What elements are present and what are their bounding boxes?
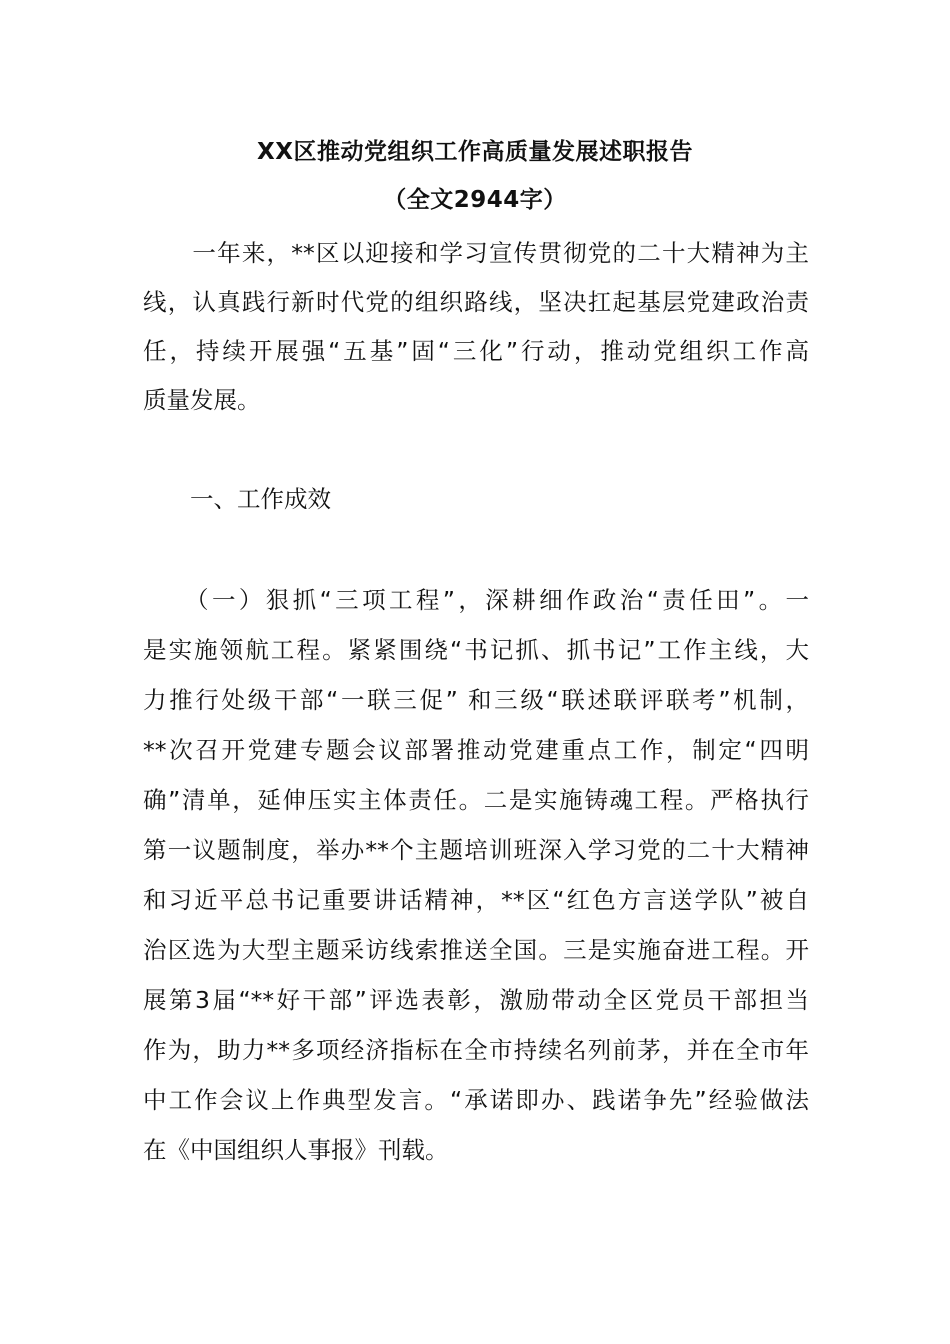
paragraph-line: 作为，助力**多项经济指标在全市持续名列前茅，并在全市年 bbox=[143, 1036, 809, 1064]
paragraph-line: 一年来，**区以迎接和学习宣传贯彻党的二十大精神为主 bbox=[143, 239, 809, 267]
paragraph-line: 展第3届“**好干部”评选表彰，激励带动全区党员干部担当 bbox=[143, 986, 809, 1014]
paragraph-line: 确”清单，延伸压实主体责任。二是实施铸魂工程。严格执行 bbox=[143, 786, 809, 814]
paragraph-line: （一）狠抓“三项工程”，深耕细作政治“责任田”。一 bbox=[143, 586, 809, 614]
paragraph-line: **次召开党建专题会议部署推动党建重点工作，制定“四明 bbox=[143, 736, 809, 764]
paragraph-line: 治区选为大型主题采访线索推送全国。三是实施奋进工程。开 bbox=[143, 936, 809, 964]
paragraph-line: 在《中国组织人事报》刊载。 bbox=[143, 1136, 449, 1164]
paragraph-line: 线，认真践行新时代党的组织路线，坚决扛起基层党建政治责 bbox=[143, 288, 809, 316]
paragraph-line: 中工作会议上作典型发言。“承诺即办、践诺争先”经验做法 bbox=[143, 1086, 809, 1114]
section-heading: 一、工作成效 bbox=[190, 485, 331, 513]
paragraph-line: 和习近平总书记重要讲话精神，**区“红色方言送学队”被自 bbox=[143, 886, 809, 914]
paragraph-line: 质量发展。 bbox=[143, 386, 261, 414]
paragraph-line: 力推行处级干部“一联三促” 和三级“联述联评联考”机制， bbox=[143, 686, 809, 714]
paragraph-line: 第一议题制度，举办**个主题培训班深入学习党的二十大精神 bbox=[143, 836, 809, 864]
paragraph-line: 是实施领航工程。紧紧围绕“书记抓、抓书记”工作主线，大 bbox=[143, 636, 809, 664]
document-subtitle: （全文2944字） bbox=[383, 187, 567, 213]
document-title: XX区推动党组织工作高质量发展述职报告 bbox=[257, 139, 693, 165]
paragraph-line: 任，持续开展强“五基”固“三化”行动，推动党组织工作高 bbox=[143, 337, 809, 365]
